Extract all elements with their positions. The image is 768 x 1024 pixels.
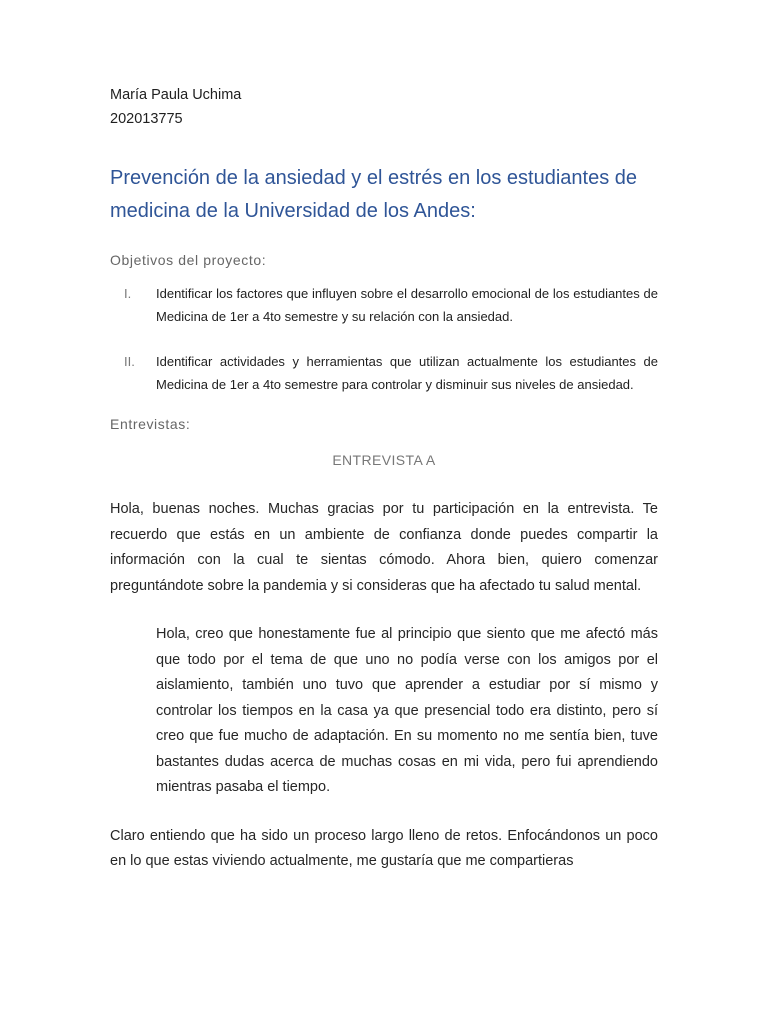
objectives-heading: Objetivos del proyecto: — [110, 252, 267, 268]
objectives-list — [110, 282, 658, 396]
objective-text: Identificar los factores que influyen sobre el desarrollo emocional de los estudiantes de Medicina de 1er a 4to semestre y su relación con la ansiedad. — [156, 286, 658, 324]
objective-numeral: I. — [124, 286, 132, 301]
objective-numeral: II. — [124, 354, 135, 369]
objective-item — [110, 282, 658, 328]
document-page — [110, 83, 658, 875]
interviews-heading: Entrevistas: — [110, 416, 191, 432]
interviewer-question: Claro entiendo que ha sido un proceso largo lleno de retos. Enfocándonos un poco en lo que estas viviendo actualmente, me gustaría que me compartieras — [110, 827, 658, 869]
author-name: María Paula Uchima — [110, 87, 242, 103]
student-id: 202013775 — [110, 111, 183, 127]
interviewee-answer: Hola, creo que honestamente fue al principio que siento que me afectó más que todo por el tema de que uno no podía verse con los amigos por el aislamiento, también uno tuvo que aprender a estudiar por sí mismo y controlar los tiempos en la casa ya que presencial todo era distinto, pero sí creo que fue mucho de adaptación. En su momento no me sentía bien, tuve bastantes dudas acerca de muchas cosas en mi vida, pero fui aprendiendo mientras pasaba el tiempo. — [156, 626, 658, 795]
interviewer-question: Hola, buenas noches. Muchas gracias por tu participación en la entrevista. Te recuerdo que estás en un ambiente de confianza donde puedes compartir la información con la cual te sientas cómodo. Ahora bien, quiero comenzar preguntándote sobre la pandemia y si consideras que ha afectado tu salud mental. — [110, 501, 658, 594]
interview-title: ENTREVISTA A — [332, 452, 436, 468]
objective-item — [110, 350, 658, 396]
objective-text: Identificar actividades y herramientas que utilizan actualmente los estudiantes de Medicina de 1er a 4to semestre para controlar y disminuir sus niveles de ansiedad. — [156, 354, 658, 392]
document-title: Prevención de la ansiedad y el estrés en los estudiantes de medicina de la Universidad de los Andes: — [110, 167, 638, 222]
